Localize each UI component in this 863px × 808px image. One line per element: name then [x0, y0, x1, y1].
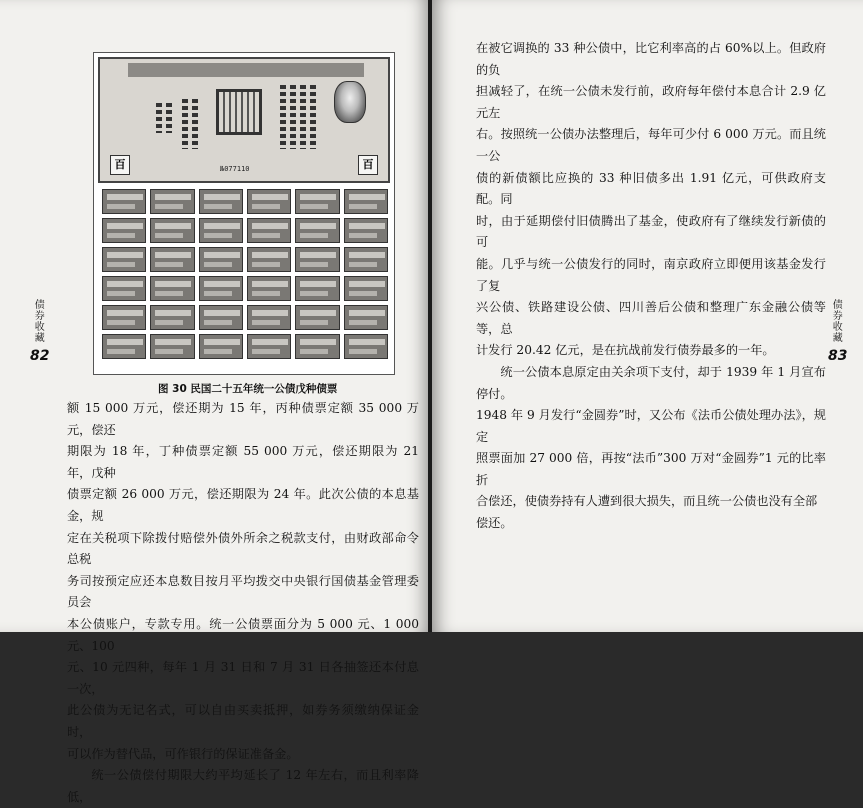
text-line: 能。几乎与统一公债发行的同时，南京政府立即便用该基金发行了复: [476, 256, 826, 293]
coupon: [150, 305, 194, 330]
text-line: 担减轻了，在统一公债未发行前，政府每年偿付本息合计 2.9 亿元左: [476, 84, 826, 120]
coupon: [199, 218, 243, 243]
coupon: [247, 334, 291, 359]
coupon: [150, 334, 194, 359]
text-line: 1948 年 9 月发行“金圆券”时，又公布《法币公债处理办法》，规定: [476, 408, 826, 444]
page-number: 82: [30, 348, 50, 364]
coupon: [199, 247, 243, 272]
bond-title-band: [128, 63, 364, 77]
coupon: [247, 189, 291, 214]
figure-caption: 图 30 民国二十五年统一公债戊种债票: [158, 383, 338, 395]
bond-text-column: [280, 85, 286, 149]
coupon: [102, 189, 146, 214]
coupon: [295, 189, 339, 214]
text-line: 统一公债本息原定由关余项下支付，却于 1939 年 1 月宣布停付。: [476, 364, 826, 401]
text-line: 照票面加 27 000 倍，再按“法币”300 万对“金圆券”1 元的比率折: [476, 451, 826, 487]
coupon: [295, 218, 339, 243]
text-line: 偿还。: [476, 516, 513, 531]
body-text-right: [476, 38, 826, 535]
bond-text-column: [290, 85, 296, 149]
bond-text-column: [166, 103, 172, 133]
coupon: [150, 218, 194, 243]
coupon: [247, 218, 291, 243]
bond-serial-number: №077110: [220, 165, 250, 173]
side-label-left: [30, 300, 49, 364]
coupon: [102, 276, 146, 301]
text-line: 元、10 元四种，每年 1 月 31 日和 7 月 31 日各抽签还本付息一次，: [67, 660, 419, 696]
coupon: [295, 276, 339, 301]
text-line: 在被它调换的 33 种公债中，比它利率高的占 60%以上。但政府的负: [476, 41, 826, 77]
text-line: 合偿还，使债券持有人遭到很大损失，而且统一公债也没有全部: [476, 494, 818, 509]
running-header: 债券收藏: [34, 300, 45, 344]
bond-text-column: [310, 85, 316, 149]
text-line: 债票定额 26 000 万元，偿还期限为 24 年。此次公债的本息基金，规: [67, 487, 419, 523]
coupon: [344, 247, 388, 272]
left-page: [0, 0, 430, 804]
coupon: [344, 305, 388, 330]
text-line: 额 15 000 万元，偿还期为 15 年，丙种债票定额 35 000 万元，偿还: [67, 401, 419, 437]
coupon: [344, 334, 388, 359]
bond-text-column: [182, 99, 188, 149]
coupon: [247, 305, 291, 330]
coupon: [295, 334, 339, 359]
coupon-grid: [102, 189, 388, 359]
text-line: 右。按照统一公债办法整理后，每年可少付 6 000 万元。而且统一公: [476, 127, 826, 163]
text-line: 可以作为替代品，可作银行的保证准备金。: [67, 746, 299, 761]
bond-certificate: [98, 57, 390, 183]
coupon: [102, 305, 146, 330]
text-line: 计发行 20.42 亿元，是在抗战前发行债券最多的一年。: [476, 343, 775, 358]
coupon: [199, 276, 243, 301]
coupon: [247, 276, 291, 301]
side-label-right: [828, 300, 847, 364]
coupon: [102, 247, 146, 272]
coupon: [102, 218, 146, 243]
denomination-mark: 百: [110, 155, 130, 175]
coupon: [344, 218, 388, 243]
text-line: 定在关税项下除拨付赔偿外债外所余之税款支付，由财政部命令总税: [67, 530, 419, 567]
coupon: [344, 189, 388, 214]
denomination-mark: 百: [358, 155, 378, 175]
coupon: [150, 189, 194, 214]
coupon: [199, 305, 243, 330]
coupon: [150, 247, 194, 272]
coupon: [102, 334, 146, 359]
seal-stamp: [216, 89, 262, 135]
text-line: 统一公债偿付期限大约平均延长了 12 年左右，而且利率降低，: [67, 768, 419, 804]
text-line: 时，由于延期偿付旧债腾出了基金，使政府有了继续发行新债的可: [476, 213, 826, 250]
right-page: [432, 0, 863, 632]
page-number: 83: [828, 348, 848, 364]
coupon: [344, 276, 388, 301]
bond-text-column: [192, 99, 198, 149]
coupon: [150, 276, 194, 301]
portrait-image: [334, 81, 366, 123]
coupon: [199, 189, 243, 214]
bond-text-column: [300, 85, 306, 149]
running-header: 债券收藏: [832, 300, 843, 344]
coupon: [295, 247, 339, 272]
text-line: 兴公债、铁路建设公债、四川善后公债和整理广东金融公债等等，总: [476, 300, 826, 336]
text-line: 务司按预定应还本息数目按月平均拨交中央银行国债基金管理委员会: [67, 573, 419, 610]
coupon: [247, 247, 291, 272]
text-line: 本公债账户，专款专用。统一公债票面分为 5 000 元、1 000 元、100: [67, 616, 419, 653]
body-text-left: [67, 398, 419, 808]
coupon: [295, 305, 339, 330]
text-line: 债的新债额比应换的 33 种旧债多出 1.91 亿元，可供政府支配。同: [476, 170, 826, 207]
text-line: 此公债为无记名式，可以自由买卖抵押，如券务须缴纳保证金时，: [67, 703, 419, 739]
bond-image: [93, 52, 395, 375]
bond-text-column: [156, 103, 162, 133]
text-line: 期限为 18 年，丁种债票定额 55 000 万元，偿还期限为 21 年，戊种: [67, 444, 419, 480]
coupon: [199, 334, 243, 359]
